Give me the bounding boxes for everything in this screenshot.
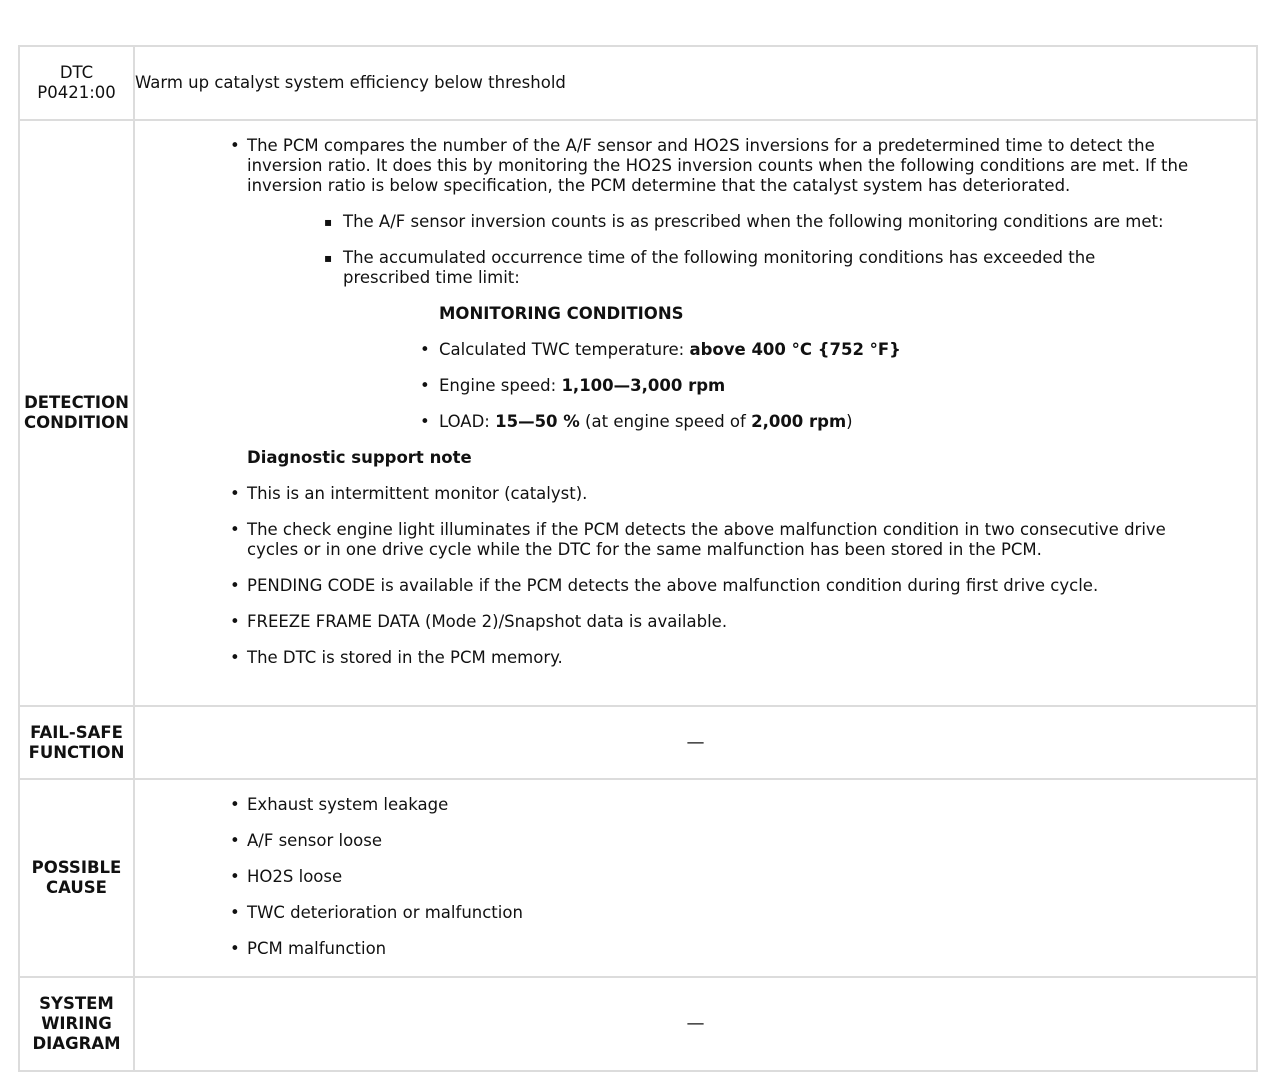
load-value: 15—50 % [495,412,580,431]
cause-text-4: TWC deterioration or malfunction [247,903,523,922]
cause-item [230,939,1196,959]
dtc-title: Warm up catalyst system efficiency below threshold [135,73,566,92]
note-item [230,648,1196,668]
dtc-label-cell [19,46,134,120]
detection-list [135,136,1256,668]
cause-text-1: Exhaust system leakage [247,795,449,814]
possible-cause-content-cell [134,779,1257,977]
cause-item [230,903,1196,923]
twc-label: Calculated TWC temperature: [439,340,690,359]
note-item [230,576,1196,596]
load-end: ) [846,412,853,431]
wiring-label-cell [19,977,134,1071]
cause-text-3: HO2S loose [247,867,343,886]
load-label: LOAD: [439,412,496,431]
monitoring-block [247,304,1196,432]
possible-cause-row [19,779,1257,977]
wiring-value: — [134,977,1257,1071]
failsafe-label-cell [19,706,134,779]
detection-row [19,120,1257,706]
note-item [230,612,1196,632]
failsafe-label-line2: FUNCTION [28,742,125,762]
note-text-5: The DTC is stored in the PCM memory. [247,648,563,667]
detection-sub-text-2: The accumulated occurrence time of the following monitoring conditions has exceeded the prescribed time limit: [343,248,1096,287]
detection-intro-text: The PCM compares the number of the A/F sensor and HO2S inversions for a predetermined time to detect the inversion ratio. It does this by monitoring the HO2S inversion counts when the following conditions are met. If the inversion ratio is below specification, the PCM determine that the catalyst system has deteriorated. [247,136,1189,195]
detection-label-cell [19,120,134,706]
twc-value: above 400 °C {752 °F} [689,340,901,359]
possible-cause-label-cell [19,779,134,977]
monitoring-item-twc [420,340,1196,360]
load-mid: (at engine speed of [579,412,752,431]
cause-item [230,867,1196,887]
note-text-1: This is an intermittent monitor (catalyst). [247,484,588,503]
failsafe-row [19,706,1257,779]
detection-sub-item [324,212,1176,232]
note-item [230,520,1196,560]
detection-intro-item [230,136,1196,468]
load-rpm: 2,000 rpm [751,412,847,431]
possible-cause-label-line2: CAUSE [46,878,107,897]
diagnostic-note-title: Diagnostic support note [247,448,472,467]
wiring-row [19,977,1257,1071]
detection-content [135,121,1256,668]
failsafe-value: — [134,706,1257,779]
detection-content-cell [134,120,1257,706]
dtc-label: DTC [59,63,94,82]
note-item [230,484,1196,504]
cause-item [230,831,1196,851]
failsafe-label-line1: FAIL-SAFE [30,722,123,742]
cause-text-5: PCM malfunction [247,939,387,958]
possible-cause-content [135,780,1256,976]
monitoring-list [439,340,1196,432]
monitoring-title: MONITORING CONDITIONS [439,304,684,323]
detection-sub-item [324,248,1176,288]
wiring-label-line3: DIAGRAM [32,1034,121,1053]
monitoring-item-speed [420,376,1196,396]
wiring-label-line2: WIRING [41,1014,112,1033]
detection-label-line1: DETECTION [24,393,129,412]
speed-value: 1,100—3,000 rpm [561,376,726,395]
cause-text-2: A/F sensor loose [247,831,383,850]
dtc-code: P0421:00 [37,83,116,102]
dtc-row [19,46,1257,120]
possible-cause-list [135,795,1256,959]
possible-cause-label-line1: POSSIBLE [31,858,122,877]
dtc-info-table [18,45,1258,1072]
detection-sub-list [247,212,1196,288]
speed-label: Engine speed: [439,376,562,395]
note-text-2: The check engine light illuminates if the PCM detects the above malfunction condition in two consecutive drive cycles or in one drive cycle while the DTC for the same malfunction has been stored in the PCM. [247,520,1166,559]
monitoring-item-load [420,412,1196,432]
cause-item [230,795,1196,815]
note-text-3: PENDING CODE is available if the PCM detects the above malfunction condition during first drive cycle. [247,576,1099,595]
detection-sub-text-1: The A/F sensor inversion counts is as prescribed when the following monitoring conditions are met: [343,212,1164,231]
dtc-title-cell [134,46,1257,120]
note-text-4: FREEZE FRAME DATA (Mode 2)/Snapshot data is available. [247,612,728,631]
detection-label-line2: CONDITION [23,413,129,432]
wiring-label-line1: SYSTEM [39,994,114,1013]
